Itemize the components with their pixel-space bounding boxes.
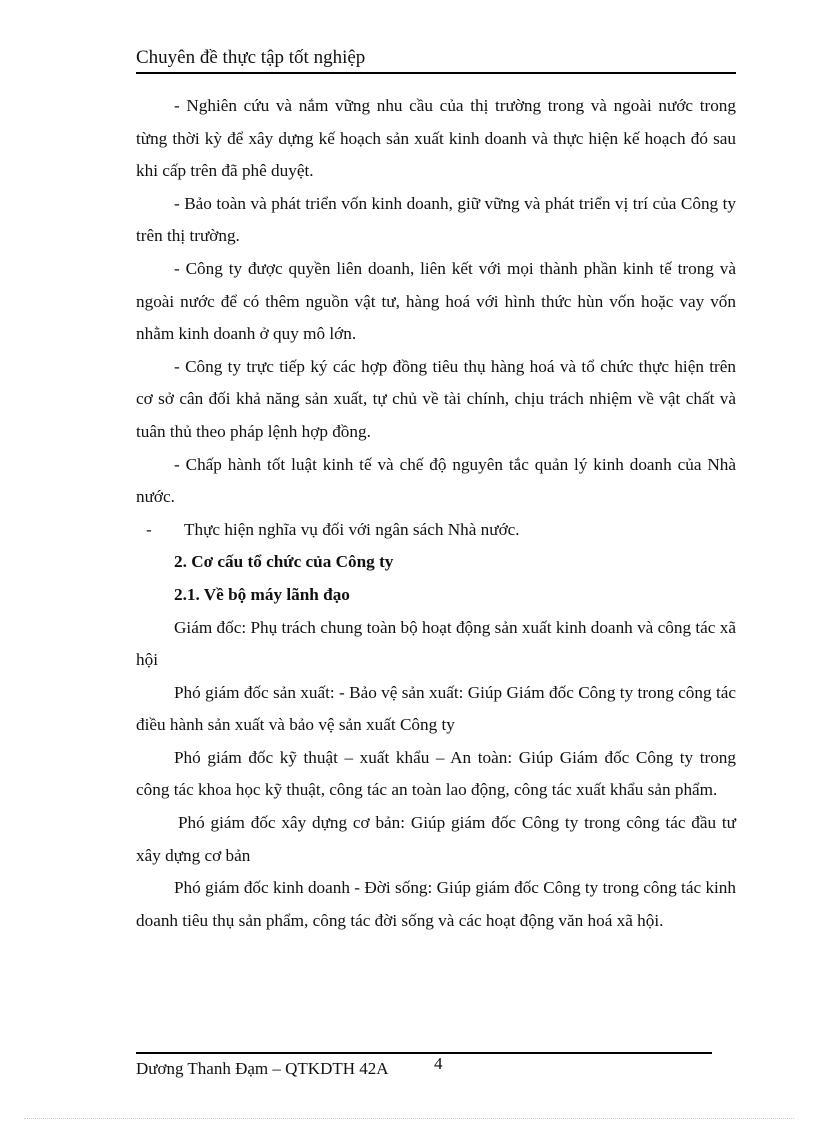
footer-rule xyxy=(136,1052,712,1054)
paragraph: - Nghiên cứu và nắm vững nhu cầu của thị trường trong và ngoài nước trong từng thời kỳ để xây dựng kế hoạch sản xuất kinh doanh và thực hiện kế hoạch đó sau khi cấp trên đã phê duyệt. xyxy=(136,96,736,181)
bullet-dash: - xyxy=(146,519,152,539)
footer-author: Dương Thanh Đạm – QTKDTH 42A xyxy=(136,1059,389,1078)
bullet-item xyxy=(136,514,736,547)
role-paragraph: Phó giám đốc kinh doanh - Đời sống: Giúp giám đốc Công ty trong công tác kinh doanh tiêu thụ sản phẩm, công tác đời sống và các hoạt động văn hoá xã hội. xyxy=(136,878,736,930)
paragraph: - Bảo toàn và phát triển vốn kinh doanh, giữ vững và phát triển vị trí của Công ty trên thị trường. xyxy=(136,193,736,246)
page-header xyxy=(136,46,736,74)
role-paragraph: Phó giám đốc sản xuất: - Bảo vệ sản xuất: Giúp Giám đốc Công ty trong công tác điều hành sản xuất và bảo vệ sản xuất Công ty xyxy=(136,682,736,735)
role-paragraph: Phó giám đốc xây dựng cơ bản: Giúp giám đốc Công ty trong công tác đầu tư xây dựng cơ bản xyxy=(136,813,736,865)
page-edge-divider xyxy=(24,1118,794,1119)
header-title: Chuyên đề thực tập tốt nghiệp xyxy=(136,47,366,68)
paragraph: - Chấp hành tốt luật kinh tế và chế độ nguyên tắc quản lý kinh doanh của Nhà nước. xyxy=(136,454,736,507)
role-paragraph: Phó giám đốc kỹ thuật – xuất khẩu – An toàn: Giúp Giám đốc Công ty trong công tác khoa học kỹ thuật, công tác an toàn lao động, công tác xuất khẩu sản phẩm. xyxy=(136,747,736,800)
document-body xyxy=(136,90,736,937)
subsection-heading: 2.1. Về bộ máy lãnh đạo xyxy=(174,584,350,604)
page-number: 4 xyxy=(434,1054,443,1073)
section-heading: 2. Cơ cấu tổ chức của Công ty xyxy=(174,552,394,572)
bullet-text: Thực hiện nghĩa vụ đối với ngân sách Nhà nước. xyxy=(184,519,520,539)
role-paragraph: Giám đốc: Phụ trách chung toàn bộ hoạt động sản xuất kinh doanh và công tác xã hội xyxy=(136,617,736,670)
paragraph: - Công ty được quyền liên doanh, liên kết với mọi thành phần kinh tế trong và ngoài nước để có thêm nguồn vật tư, hàng hoá với hình thức hùn vốn hoặc vay vốn nhằm kinh doanh ở quy mô lớn. xyxy=(136,258,736,344)
paragraph: - Công ty trực tiếp ký các hợp đồng tiêu thụ hàng hoá và tổ chức thực hiện trên cơ sở cân đối khả năng sản xuất, tự chủ về tài chính, chịu trách nhiệm về vật chất và tuân thủ theo pháp lệnh hợp đồng. xyxy=(136,356,736,441)
